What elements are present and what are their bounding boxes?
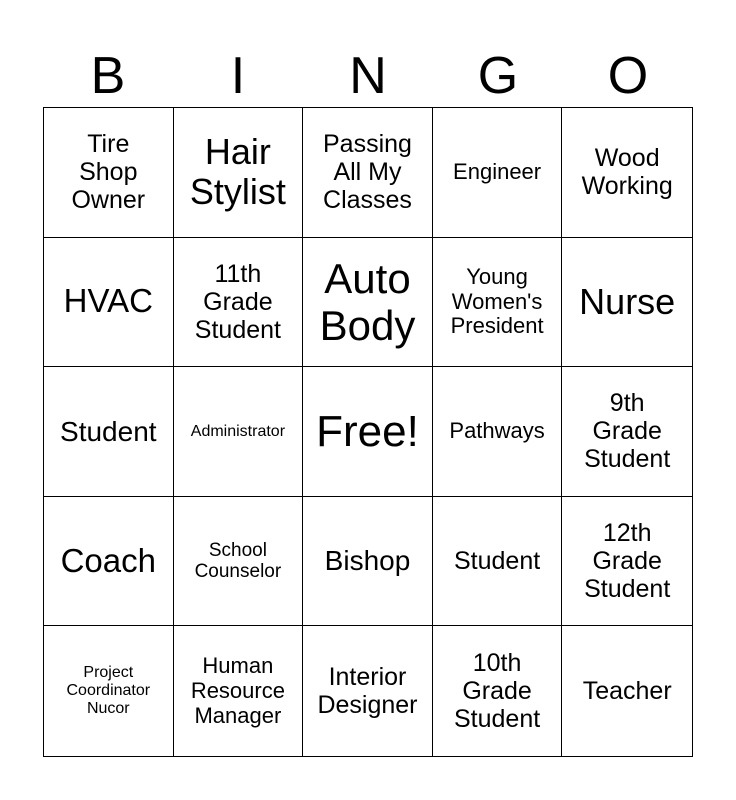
bingo-cell-r4-c1[interactable] [44, 497, 174, 627]
cell-label: 12th Grade Student [584, 519, 671, 604]
cell-label: 10th Grade Student [454, 649, 541, 734]
cell-label: Student [454, 547, 541, 576]
bingo-cell-r5-c4[interactable] [433, 626, 563, 756]
cell-label: Hair Stylist [189, 130, 286, 213]
bingo-cell-r3-c1[interactable] [44, 367, 174, 497]
cell-label: Young Women's President [450, 263, 544, 339]
bingo-cell-r2-c2[interactable] [174, 238, 304, 368]
cell-label: Tire Shop Owner [71, 130, 146, 215]
header-letter-n: N [349, 47, 387, 105]
cell-label: Wood Working [581, 144, 673, 201]
cell-label: Coach [60, 541, 156, 579]
cell-label: Bishop [324, 545, 411, 577]
cell-label: Interior Designer [317, 663, 418, 720]
bingo-cell-r5-c2[interactable] [174, 626, 304, 756]
bingo-board [43, 107, 693, 757]
cell-label: Pathways [449, 418, 545, 444]
bingo-cell-r3-c5[interactable] [562, 367, 692, 497]
cell-label: Human Resource Manager [190, 653, 285, 728]
cell-label: Auto Body [319, 254, 416, 349]
cell-label: Teacher [582, 677, 672, 706]
cell-label: Nurse [579, 280, 676, 322]
bingo-cell-r4-c3[interactable] [303, 497, 433, 627]
cell-label: Administrator [190, 422, 286, 440]
cell-label: Passing All My Classes [323, 130, 412, 215]
cell-label: Free! [316, 406, 419, 456]
header-letter-i: I [230, 47, 246, 105]
cell-label: 9th Grade Student [584, 389, 671, 474]
bingo-header [43, 44, 693, 108]
bingo-cell-r2-c1[interactable] [44, 238, 174, 368]
bingo-cell-r1-c5[interactable] [562, 108, 692, 238]
header-letter-o: O [607, 47, 649, 105]
bingo-cell-r1-c1[interactable] [44, 108, 174, 238]
bingo-cell-r2-c5[interactable] [562, 238, 692, 368]
cell-label: 11th Grade Student [194, 259, 281, 344]
bingo-cell-r4-c2[interactable] [174, 497, 304, 627]
header-letter-b: B [90, 47, 126, 105]
bingo-cell-r3-c2[interactable] [174, 367, 304, 497]
cell-label: Engineer [453, 158, 542, 184]
bingo-cell-r3-c4[interactable] [433, 367, 563, 497]
bingo-cell-r1-c3[interactable] [303, 108, 433, 238]
bingo-cell-r5-c3[interactable] [303, 626, 433, 756]
cell-label: Project Coordinator Nucor [66, 664, 151, 718]
bingo-cell-r1-c4[interactable] [433, 108, 563, 238]
bingo-cell-r4-c5[interactable] [562, 497, 692, 627]
bingo-cell-r5-c1[interactable] [44, 626, 174, 756]
bingo-cell-r4-c4[interactable] [433, 497, 563, 627]
bingo-cell-r1-c2[interactable] [174, 108, 304, 238]
bingo-cell-r2-c4[interactable] [433, 238, 563, 368]
bingo-cell-r5-c5[interactable] [562, 626, 692, 756]
cell-label: HVAC [63, 282, 153, 320]
cell-label: Student [60, 415, 157, 447]
bingo-cell-r3-c3[interactable] [303, 367, 433, 497]
header-letter-g: G [477, 47, 519, 105]
bingo-cell-r2-c3[interactable] [303, 238, 433, 368]
cell-label: School Counselor [194, 539, 282, 583]
